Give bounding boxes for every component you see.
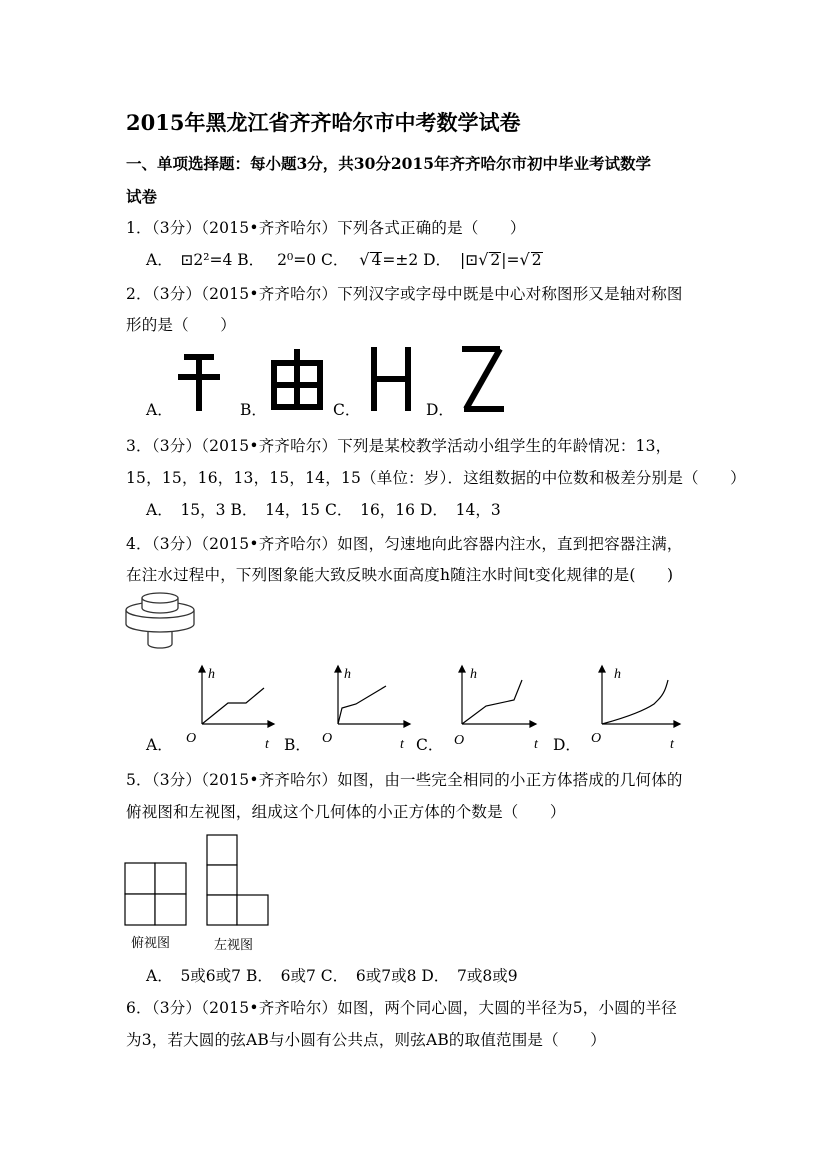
q4-stem-line-2: 在注水过程中，下列图象能大致反映水面高度h随注水时间t变化规律的是( ) xyxy=(126,566,674,584)
q1-option-d: |⊡√ 2|=√ 2 xyxy=(460,250,542,269)
q3-options: A． 15，3 B． 14，15 C． 16，16 D． 14，3 xyxy=(146,501,501,519)
q4-label-a: A． xyxy=(146,736,173,754)
section-heading-line-1: 一、单项选择题：每小题3分，共30分2015年齐齐哈尔市初中毕业考试数学 xyxy=(126,154,651,173)
q1-option-a: A． ⊡2²=4 B． xyxy=(146,251,265,269)
q2-label-d: D． xyxy=(426,401,454,419)
q2-stem-line-1: 2．（3分）（2015•齐齐哈尔）下列汉字或字母中既是中心对称图形又是轴对称图 xyxy=(126,285,683,303)
q1-option-c-tail: =±2 D． xyxy=(382,251,452,269)
container-figure xyxy=(124,592,196,652)
graph-a-h-label: h xyxy=(208,667,215,682)
graph-d-origin: O xyxy=(591,731,602,746)
q2-glyph-figures xyxy=(176,345,486,415)
q3-stem-line-2: 15，15，16，13，15，14，15（单位：岁）．这组数据的中位数和极差分别是（ ） xyxy=(126,469,746,487)
q4-label-b: B． xyxy=(284,736,311,754)
graph-c-h-label: h xyxy=(470,667,477,682)
q4-stem-line-1: 4．（3分）（2015•齐齐哈尔）如图，匀速地向此容器内注水，直到把容器注满， xyxy=(126,535,683,553)
q5-options: A． 5或6或7 B． 6或7 C． 6或7或8 D． 7或8或9 xyxy=(146,967,518,985)
graph-b xyxy=(316,660,416,752)
q6-stem-line-2: 为3，若大圆的弦AB与小圆有公共点，则弦AB的取值范围是（ ） xyxy=(126,1031,606,1049)
left-view-label: 左视图 xyxy=(214,938,254,953)
graph-b-h-label: h xyxy=(344,667,351,682)
q2-label-a: A． xyxy=(146,401,173,419)
graph-b-origin: O xyxy=(322,731,333,746)
graph-a-origin: O xyxy=(186,731,197,746)
top-view-label: 俯视图 xyxy=(131,936,171,951)
left-view-grid xyxy=(207,835,268,925)
graph-d xyxy=(588,660,688,752)
glyph-z xyxy=(462,349,504,409)
top-view-grid xyxy=(125,863,186,925)
q6-stem-line-1: 6．（3分）（2015•齐齐哈尔）如图，两个同心圆，大圆的半径为5，小圆的半径 xyxy=(126,999,677,1017)
q2-label-b: B． xyxy=(240,401,267,419)
graph-b-t-label: t xyxy=(400,737,404,752)
graph-c-t-label: t xyxy=(534,737,538,752)
graph-a xyxy=(180,660,280,752)
q4-label-d: D． xyxy=(553,736,581,754)
q5-stem-line-2: 俯视图和左视图，组成这个几何体的小正方体的个数是（ ） xyxy=(126,803,566,821)
q1-option-c-sqrt: √ 4 xyxy=(359,250,382,269)
glyph-you xyxy=(274,349,320,407)
q4-label-c: C． xyxy=(416,736,444,754)
q1-stem: 1．（3分）（2015•齐齐哈尔）下列各式正确的是（ ） xyxy=(126,219,526,237)
q1-option-b: 2⁰=0 C． xyxy=(277,251,349,269)
q3-stem-line-1: 3．（3分）（2015•齐齐哈尔）下列是某校教学活动小组学生的年龄情况：13， xyxy=(126,437,672,455)
page-title: 2015年黑龙江省齐齐哈尔市中考数学试卷 xyxy=(126,110,521,135)
glyph-gan xyxy=(178,357,220,411)
q2-stem-line-2: 形的是（ ） xyxy=(126,316,236,334)
q1-options xyxy=(146,248,543,270)
q5-stem-line-1: 5．（3分）（2015•齐齐哈尔）如图，由一些完全相同的小正方体搭成的几何体的 xyxy=(126,771,683,789)
glyph-h xyxy=(374,347,408,411)
graph-a-t-label: t xyxy=(265,737,269,752)
q2-label-c: C． xyxy=(333,401,361,419)
graph-d-t-label: t xyxy=(670,737,674,752)
section-heading-line-2: 试卷 xyxy=(126,187,158,206)
graph-d-h-label: h xyxy=(614,667,621,682)
graph-c xyxy=(452,660,552,752)
graph-c-origin: O xyxy=(454,733,465,748)
